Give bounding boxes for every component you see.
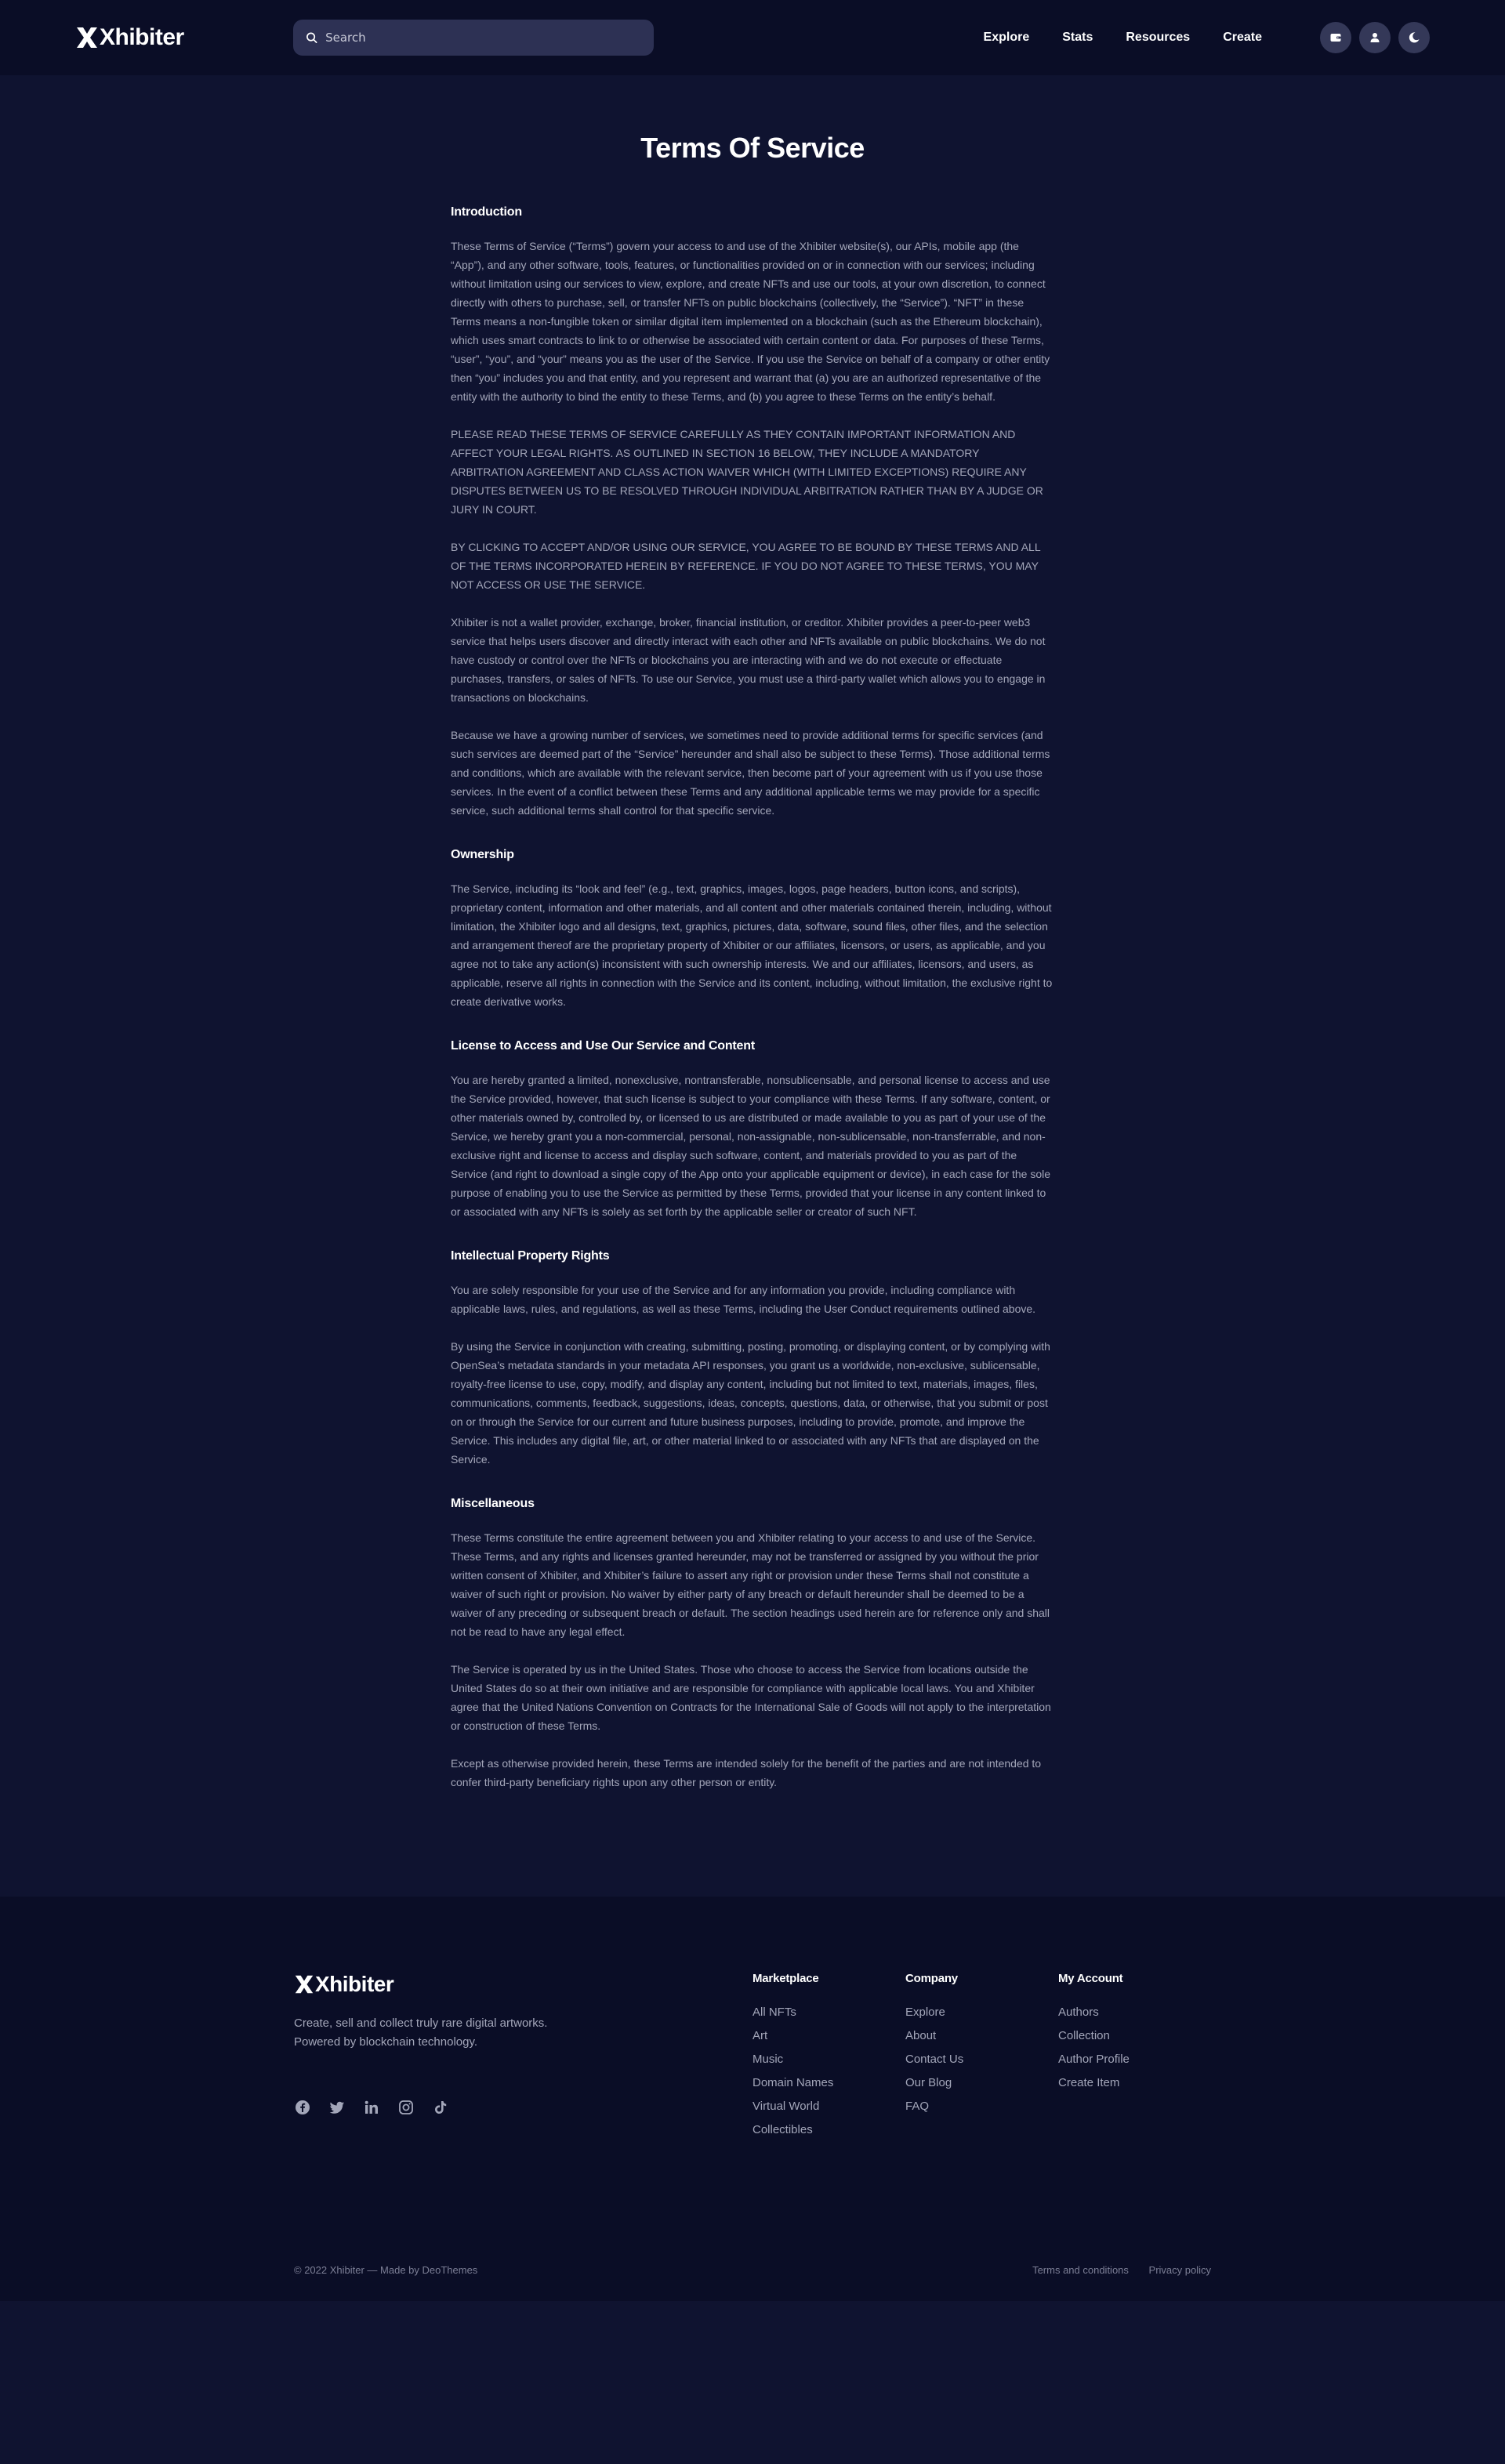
copyright: © 2022 Xhibiter — Made by DeoThemes: [294, 2264, 478, 2276]
facebook-link[interactable]: [294, 2099, 311, 2116]
linkedin-link[interactable]: [363, 2099, 380, 2116]
social-links: [294, 2099, 752, 2116]
user-icon: [1369, 31, 1381, 44]
search-input[interactable]: [325, 31, 641, 45]
footer-brand: [294, 1972, 752, 2147]
footer-link-contact-us[interactable]: Contact Us: [905, 2053, 964, 2066]
instagram-icon: [398, 2100, 414, 2115]
footer-col-company: [905, 1972, 1058, 2147]
footer-link-author-profile[interactable]: Author Profile: [1058, 2053, 1130, 2066]
section-heading: Introduction: [451, 205, 522, 219]
footer-link-about[interactable]: About: [905, 2029, 937, 2042]
twitter-icon: [329, 2100, 345, 2115]
nav-explore[interactable]: Explore: [983, 31, 1030, 44]
section-paragraph: These Terms constitute the entire agreement between you and Xhibiter relating to your access to and use of the Service. These Terms, and any rights and licenses granted hereunder, may not be transferred or assigned by you without the prior written consent of Xhibiter, and Xhibiter’s failure to assert any right or provision under these Terms shall not constitute a waiver of such right or provision. No waiver by either party of any breach or default hereunder shall be deemed to be a waiver of any preceding or subsequent breach or default. The section headings used herein are for reference only and shall not be read to have any legal effect.: [451, 1531, 1050, 1638]
wallet-icon: [1329, 31, 1342, 44]
section-paragraph: The Service is operated by us in the United States. Those who choose to access the Service from locations outside the United States do so at their own initiative and are responsible for compliance with applicable local laws. You and Xhibiter agree that the United Nations Convention on Contracts for the International Sale of Goods will not apply to the interpretation or construction of these Terms.: [451, 1663, 1051, 1732]
section-heading: Ownership: [451, 848, 514, 861]
section-ownership: [451, 848, 1054, 1011]
dark-mode-toggle[interactable]: [1398, 22, 1430, 53]
section-paragraph: Xhibiter is not a wallet provider, exchange, broker, financial institution, or creditor. Xhibiter provides a peer-to-peer web3 service that helps users discover and directly interact with each other and NFTs available on public blockchains. We do not have custody or control over the NFTs or blockchains you are interacting with and we do not execute or effectuate purchases, transfers, or sales of NFTs. To use our Service, you must use a third-party wallet which allows you to engage in transactions on blockchains.: [451, 616, 1046, 704]
footer-col-title: Company: [905, 1972, 958, 1985]
page-title: Terms Of Service: [640, 132, 865, 164]
section-paragraph: You are solely responsible for your use of the Service and for any information you provide, including compliance with applicable laws, rules, and regulations, as well as these Terms, including the User Conduct requirements outlined above.: [451, 1284, 1036, 1315]
footer-link-all-nfts[interactable]: All NFTs: [752, 2006, 796, 2019]
linkedin-icon: [364, 2100, 379, 2115]
footer-link-art[interactable]: Art: [752, 2029, 768, 2042]
tiktok-icon: [433, 2100, 448, 2115]
section-paragraph: BY CLICKING TO ACCEPT AND/OR USING OUR SERVICE, YOU AGREE TO BE BOUND BY THESE TERMS AND ALL OF THE TERMS INCORPORATED HEREIN BY REFERENCE. IF YOU DO NOT AGREE TO THESE TERMS, YOU MAY NOT ACCESS OR USE THE SERVICE.: [451, 541, 1041, 591]
search-icon: [306, 31, 317, 44]
site-logo-text: Xhibiter: [100, 24, 184, 50]
section-paragraph: These Terms of Service (“Terms”) govern your access to and use of the Xhibiter website(s), our APIs, mobile app (the “App”), and any other software, tools, features, or functionalities provided on or in connection with our services; including without limitation using our services to view, explore, and create NFTs and use our tools, at your own discretion, to connect directly with others to purchase, sell, or transfer NFTs on public blockchains (collectively, the “Service”). “NFT” in these Terms means a non-fungible token or similar digital item implemented on a blockchain (such as the Ethereum blockchain), which uses smart contracts to link to or otherwise be associated with certain content or data. For purposes of these Terms, “user”, “you”, and “your” means you as the user of the Service. If you use the Service on behalf of a company or other entity then “you” includes you and that entity, and you represent and warrant that (a) you are an authorized representative of the entity with the authority to bind the entity to these Terms, and (b) you agree to these Terms on the entity’s behalf.: [451, 240, 1050, 403]
footer-col-title: Marketplace: [752, 1972, 819, 1985]
section-intellectual-property: [451, 1249, 1054, 1469]
footer-link-domain-names[interactable]: Domain Names: [752, 2076, 834, 2089]
footer-logo[interactable]: [294, 1972, 752, 1997]
section-paragraph: Because we have a growing number of services, we sometimes need to provide additional terms for specific services (and such services are deemed part of the “Service” hereunder and shall also be subject to these Terms). Those additional terms and conditions, which are available with the relevant service, then become part of your agreement with us if you use those services. In the event of a conflict between these Terms and any additional applicable terms we may provide for a specific service, such additional terms shall control for that specific service.: [451, 729, 1050, 817]
section-heading: Intellectual Property Rights: [451, 1249, 610, 1263]
footer-col-marketplace: [752, 1972, 905, 2147]
profile-button[interactable]: [1359, 22, 1391, 53]
footer-link-authors[interactable]: Authors: [1058, 2006, 1099, 2019]
site-footer: [0, 1897, 1505, 2301]
footer-link-music[interactable]: Music: [752, 2053, 784, 2066]
instagram-link[interactable]: [397, 2099, 415, 2116]
nav-resources[interactable]: Resources: [1126, 31, 1191, 44]
section-license: [451, 1039, 1054, 1221]
footer-link-collection[interactable]: Collection: [1058, 2029, 1110, 2042]
terms-body: [451, 205, 1054, 1792]
legal-links: [1015, 2264, 1211, 2276]
section-paragraph: The Service, including its “look and feel” (e.g., text, graphics, images, logos, page headers, button icons, and scripts), proprietary content, information and other materials, and all content and other materials contained therein, including, without limitation, the Xhibiter logo and all designs, text, graphics, pictures, data, software, sound files, other files, and the selection and arrangement thereof are the proprietary property of Xhibiter or our affiliates, licensors, or users, as applicable, and you agree not to take any action(s) inconsistent with such ownership interests. We and our affiliates, licensors, and users, as applicable, reserve all rights in connection with the Service and its content, including, without limitation, the exclusive right to create derivative works.: [451, 882, 1053, 1008]
section-paragraph: PLEASE READ THESE TERMS OF SERVICE CAREFULLY AS THEY CONTAIN IMPORTANT INFORMATION AND AFFECT YOUR LEGAL RIGHTS. AS OUTLINED IN SECTION 16 BELOW, THEY INCLUDE A MANDATORY ARBITRATION AGREEMENT AND CLASS ACTION WAIVER WHICH (WITH LIMITED EXCEPTIONS) REQUIRE ANY DISPUTES BETWEEN US TO BE RESOLVED THROUGH INDIVIDUAL ARBITRATION RATHER THAN BY A JUDGE OR JURY IN COURT.: [451, 428, 1043, 516]
footer-bottom: [294, 2147, 1211, 2301]
footer-link-faq[interactable]: FAQ: [905, 2100, 930, 2113]
main-nav: [951, 31, 1262, 45]
terms-content: [0, 75, 1505, 1897]
footer-columns: [294, 1972, 1211, 2147]
facebook-icon: [295, 2100, 310, 2115]
moon-icon: [1408, 31, 1420, 44]
nav-stats[interactable]: Stats: [1062, 31, 1093, 44]
nav-create[interactable]: Create: [1223, 31, 1262, 44]
section-paragraph: You are hereby granted a limited, nonexclusive, nontransferable, nonsublicensable, and personal license to access and use the Service provided, however, that such license is subject to your compliance with these Terms. If any software, content, or other materials owned by, controlled by, or licensed to us are distributed or made available to you as part of your use of the Service, we hereby grant you a non-commercial, personal, non-assignable, non-sublicensable, non-transferrable, and non-exclusive right and license to access and display such software, content, and materials provided to you as part of the Service (and right to download a single copy of the App onto your applicable equipment or device), in each case for the sole purpose of enabling you to use the Service as permitted by these Terms, provided that your license in any content linked to or associated with any NFTs is solely as set forth by the applicable seller or creator of such NFT.: [451, 1074, 1051, 1218]
section-miscellaneous: [451, 1497, 1054, 1792]
xhibiter-logo-icon: [294, 1974, 314, 1995]
twitter-link[interactable]: [328, 2099, 346, 2116]
site-logo[interactable]: [75, 24, 293, 51]
wallet-button[interactable]: [1320, 22, 1351, 53]
footer-col-title: My Account: [1058, 1972, 1123, 1985]
site-header: [0, 0, 1505, 75]
footer-link-explore[interactable]: Explore: [905, 2006, 945, 2019]
footer-logo-text: Xhibiter: [315, 1972, 394, 1996]
section-heading: License to Access and Use Our Service and Content: [451, 1039, 755, 1053]
header-actions: [1312, 22, 1430, 53]
privacy-link[interactable]: Privacy policy: [1148, 2264, 1211, 2276]
tiktok-link[interactable]: [432, 2099, 449, 2116]
xhibiter-logo-icon: [75, 26, 99, 49]
section-paragraph: By using the Service in conjunction with creating, submitting, posting, promoting, or displaying content, or by complying with OpenSea’s metadata standards in your metadata API responses, you grant us a worldwide, non-exclusive, sublicensable, royalty-free license to use, copy, modify, and display any content, including but not limited to text, materials, images, files, communications, comments, feedback, suggestions, ideas, concepts, questions, data, or otherwise, that you submit or post on or through the Service for our current and future business purposes, including to provide, promote, and improve the Service. This includes any digital file, art, or other material linked to or associated with any NFTs that are displayed on the Service.: [451, 1340, 1050, 1466]
footer-link-our-blog[interactable]: Our Blog: [905, 2076, 952, 2089]
section-paragraph: Except as otherwise provided herein, these Terms are intended solely for the benefit of the parties and are not intended to confer third-party beneficiary rights upon any other person or entity.: [451, 1757, 1042, 1788]
footer-tagline: Create, sell and collect truly rare digital artworks. Powered by blockchain technology.: [294, 2016, 548, 2049]
footer-link-collectibles[interactable]: Collectibles: [752, 2123, 813, 2136]
footer-link-create-item[interactable]: Create Item: [1058, 2076, 1120, 2089]
search-bar[interactable]: [293, 20, 654, 56]
section-heading: Miscellaneous: [451, 1497, 535, 1510]
terms-link[interactable]: Terms and conditions: [1032, 2264, 1129, 2276]
footer-col-my-account: [1058, 1972, 1211, 2147]
footer-link-virtual-world[interactable]: Virtual World: [752, 2100, 820, 2113]
section-introduction: [451, 205, 1054, 820]
